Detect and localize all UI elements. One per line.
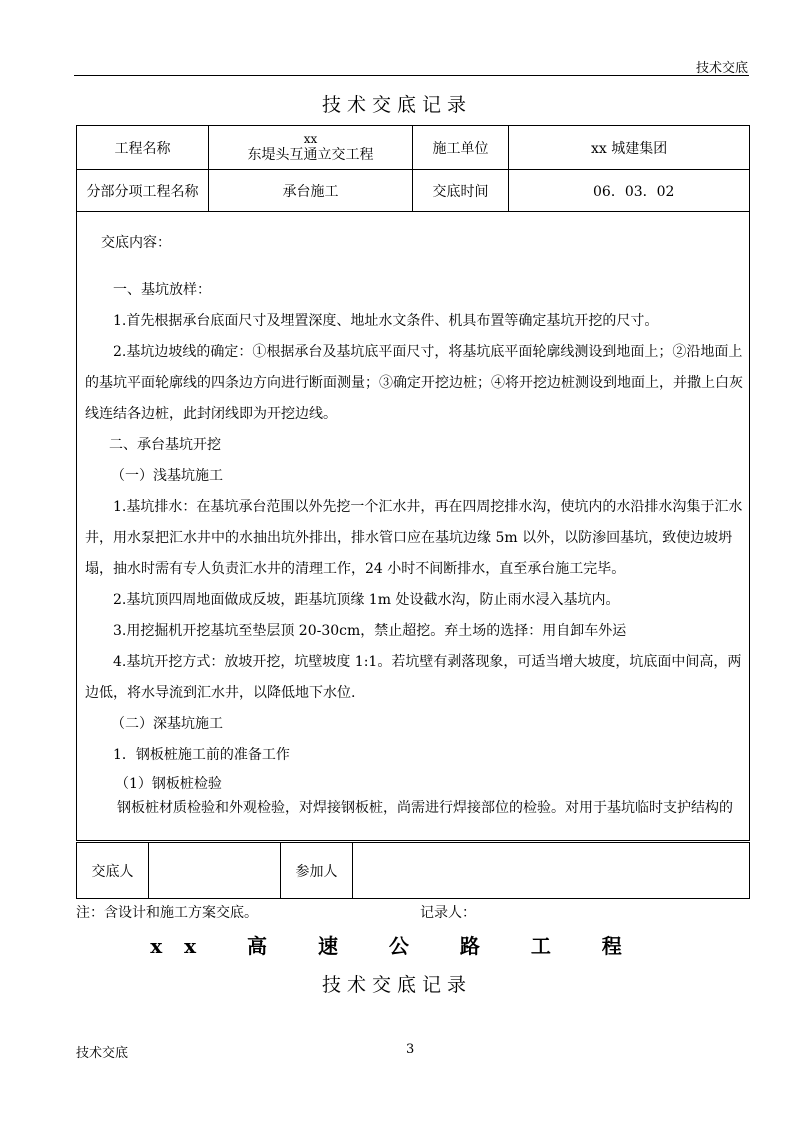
date-value: 06．03．02	[509, 170, 750, 212]
participant-value	[353, 843, 750, 899]
para-11: 1．钢板桩施工前的准备工作	[113, 747, 290, 763]
big-title: xx 高 速 公 路 工 程	[150, 934, 644, 958]
project-name-line1: xx	[303, 131, 318, 146]
date-label: 交底时间	[413, 170, 509, 212]
project-name-value	[209, 126, 413, 170]
construction-unit-label: 施工单位	[413, 126, 509, 170]
page-title: 技术交底记录	[321, 94, 472, 116]
note-text: 注：含设计和施工方案交底。	[76, 905, 258, 921]
header-rule	[74, 75, 749, 76]
para-1: 一、基坑放样：	[113, 282, 211, 298]
para-13: 钢板桩材质检验和外观检验，对焊接钢板桩，尚需进行焊接部位的检验。对用于基坑临时支护结构的	[117, 800, 733, 816]
discloser-value	[149, 843, 281, 899]
para-3: 2.基坑边坡线的确定：①根据承台及基坑底平面尺寸，将基坑底平面轮廓线测设到地面上；②沿地面上的基坑平面轮廓线的四条边方向进行断面测量；③确定开挖边桩；④将开挖边桩测设到地面上，并撒上白灰线连结各边桩，此封闭线即为开挖边线。	[85, 344, 743, 422]
para-7: 2.基坑顶四周地面做成反坡，距基坑顶缘 1m 处设截水沟，防止雨水浸入基坑内。	[113, 592, 620, 608]
para-9: 4.基坑开挖方式：放坡开挖，坑壁坡度 1:1。若坑壁有剥落现象，可适当增大坡度，坑底面中间高，两边低，将水导流到汇水井，以降低地下水位.	[85, 654, 742, 701]
project-name-line2: 东堤头互通立交工程	[247, 146, 374, 163]
content-label: 交底内容：	[101, 235, 171, 251]
subproject-label: 分部分项工程名称	[77, 170, 209, 212]
construction-unit-value: xx 城建集团	[509, 126, 750, 170]
para-2: 1.首先根据承台底面尺寸及埋置深度、地址水文条件、机具布置等确定基坑开挖的尺寸。	[113, 313, 659, 329]
info-table	[76, 125, 750, 841]
para-4: 二、承台基坑开挖	[109, 437, 221, 453]
para-8: 3.用挖掘机开挖基坑至垫层顶 20-30cm，禁止超挖。弃土场的选择：用自卸车外运	[113, 623, 627, 639]
para-6: 1.基坑排水：在基坑承台范围以外先挖一个汇水井，再在四周挖排水沟，使坑内的水沿排水沟集于汇水井，用水泵把汇水井中的水抽出坑外排出，排水管口应在基坑边缘 5m 以外，以防渗回基坑，致使边坡坍塌，抽水时需有专人负责汇水井的清理工作，24 小时不间断排水，直至承台施工完毕。	[85, 499, 743, 577]
para-10: （二）深基坑施工	[111, 716, 223, 732]
content-cell	[77, 212, 750, 841]
page-number: 3	[406, 1042, 415, 1057]
discloser-label: 交底人	[77, 843, 149, 899]
participant-label: 参加人	[281, 843, 353, 899]
project-name-label: 工程名称	[77, 126, 209, 170]
header-label: 技术交底	[695, 61, 748, 76]
page-title-2: 技术交底记录	[321, 974, 472, 996]
para-12: （1）钢板桩检验	[115, 776, 222, 792]
footer-label: 技术交底	[76, 1046, 129, 1061]
para-5: （一）浅基坑施工	[111, 468, 223, 484]
subproject-value: 承台施工	[209, 170, 413, 212]
sign-table	[76, 842, 750, 899]
recorder-label: 记录人：	[420, 905, 476, 921]
